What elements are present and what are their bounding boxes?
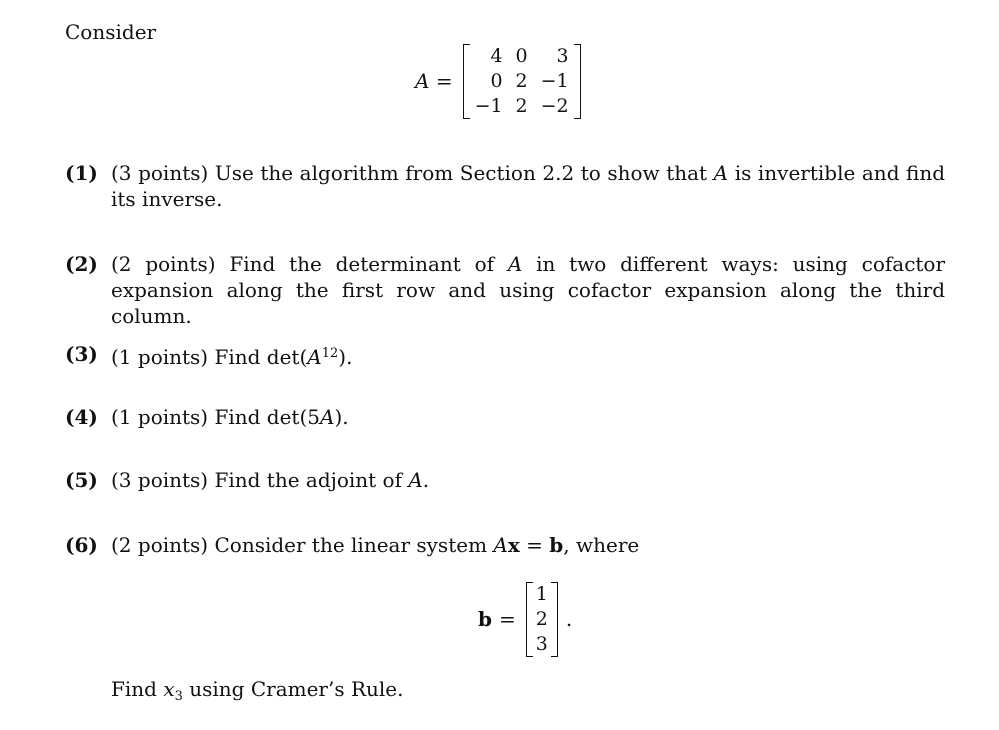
- question-points: (3 points): [111, 161, 209, 185]
- final-text: using Cramer’s Rule.: [189, 677, 404, 701]
- question-body: [111, 404, 945, 430]
- question-exponent: 12: [321, 346, 339, 361]
- question-2: [65, 251, 945, 329]
- question-text: Find the determinant of: [229, 252, 495, 276]
- vector-b: [526, 582, 558, 657]
- intro-text: Consider: [65, 20, 157, 44]
- question-body: [111, 160, 945, 212]
- question-text: Find det(5: [214, 405, 320, 429]
- question-text: Consider the linear system: [214, 533, 488, 557]
- final-instruction: [111, 677, 404, 704]
- matrix-a-lhs: [415, 69, 453, 93]
- vector-b-lhs: [478, 607, 516, 631]
- question-number: (5): [65, 468, 98, 492]
- question-number: (2): [65, 252, 98, 276]
- question-points: (2 points): [111, 252, 216, 276]
- question-variable: A: [408, 468, 423, 492]
- question-text: is invertible and find its inverse.: [111, 161, 946, 211]
- question-body: [111, 467, 945, 493]
- question-bold-x: x: [507, 533, 520, 557]
- question-body: [111, 251, 945, 329]
- question-body: [111, 532, 945, 558]
- vector-b-equals: =: [498, 607, 516, 631]
- question-body: [111, 341, 945, 370]
- question-4: [65, 404, 945, 430]
- final-subscript: 3: [174, 689, 183, 704]
- vector-b-row: [534, 632, 550, 657]
- matrix-a-cell: 3: [556, 44, 569, 67]
- final-variable: x: [163, 677, 175, 701]
- question-text: Find det(: [214, 345, 308, 369]
- matrix-a-cell: −2: [540, 94, 569, 117]
- question-text: in two different ways: using cofactor expansion along the first row and using cofactor expansion along the third column.: [111, 252, 946, 328]
- matrix-a-cell: 2: [515, 94, 528, 117]
- question-text: Find the adjoint of: [214, 468, 402, 492]
- vector-b-cell: 2: [535, 607, 548, 630]
- vector-b-row: [534, 582, 550, 607]
- question-number: (4): [65, 405, 98, 429]
- matrix-a-cell: −1: [540, 69, 569, 92]
- matrix-a-cell: 4: [490, 44, 503, 67]
- question-text: ).: [338, 345, 353, 369]
- question-6: [65, 532, 945, 558]
- question-variable: A: [713, 161, 729, 185]
- vector-b-name: b: [478, 607, 492, 631]
- question-points: (1 points): [111, 345, 209, 369]
- matrix-a-row: [471, 44, 573, 69]
- matrix-a-name: A: [415, 69, 430, 93]
- matrix-a: [463, 44, 581, 119]
- vector-b-cell: 1: [535, 582, 548, 605]
- question-bold-b: b: [549, 533, 564, 557]
- question-3: [65, 341, 945, 370]
- matrix-a-equals: =: [435, 69, 453, 93]
- question-number: (3): [65, 342, 98, 366]
- matrix-a-cell: 0: [490, 69, 503, 92]
- vector-b-period: .: [565, 607, 573, 631]
- question-5: [65, 467, 945, 493]
- question-1: [65, 160, 945, 212]
- question-variable: A: [507, 252, 523, 276]
- question-text: .: [422, 468, 430, 492]
- question-text: Use the algorithm from Section 2.2 to show that: [214, 161, 708, 185]
- matrix-a-row: [471, 94, 573, 119]
- question-variable: A: [320, 405, 335, 429]
- question-points: (3 points): [111, 468, 209, 492]
- question-text: ).: [334, 405, 349, 429]
- question-number: (6): [65, 533, 98, 557]
- matrix-a-cell: −1: [474, 94, 503, 117]
- question-variable: A: [493, 533, 508, 557]
- matrix-a-row: [471, 69, 573, 94]
- question-number: (1): [65, 161, 98, 185]
- vector-b-cell: 3: [535, 632, 548, 655]
- matrix-a-equation: [415, 42, 581, 120]
- vector-b-row: [534, 607, 550, 632]
- matrix-a-cell: 0: [515, 44, 528, 67]
- matrix-a-cell: 2: [515, 69, 528, 92]
- question-points: (1 points): [111, 405, 209, 429]
- final-text: Find: [111, 677, 157, 701]
- question-variable: A: [307, 345, 322, 369]
- question-points: (2 points): [111, 533, 209, 557]
- question-text: , where: [563, 533, 640, 557]
- question-equals: =: [526, 533, 543, 557]
- vector-b-equation: [478, 580, 572, 658]
